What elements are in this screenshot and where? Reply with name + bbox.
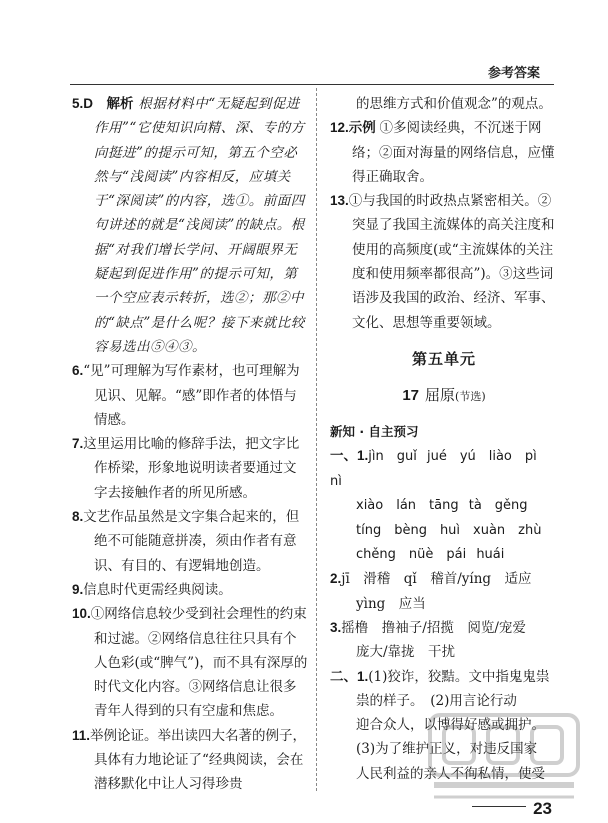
answer-5: 5.D 解析 根据材料中“无疑起到促进作用”“它使知识向精、深、专的方向挺进”的提示可知，第五个空必然与“浅阅读”内容相反，应填关于“深阅读”的内容，选①。前面四句讲述的就是“浅阅读”的缺点。根据“对我们增长学问、开阔眼界无疑起到促进作用”的提示可知，第一个空应表示转折，选②；那②中的“缺点”是什么呢？接下来就比较容易选出⑤④③。 [72, 96, 305, 355]
page-number: 23 [533, 799, 552, 818]
question-1-pinyin: 一、1.jìn guǐ jué yú liào pì nì xiào lán tāng tà gěng tíng bèng huì xuàn zhù chěng nüè pái huái [330, 447, 542, 563]
answer-10: 10.①网络信息较少受到社会理性的约束和过滤。②网络信息往往只具有个人色彩(或“脾气”)，而不具有深厚的时代文化内容。③网络信息让很多青年人得到的只有空虚和焦虑。 [72, 606, 308, 720]
section-heading: 新知 · 自主预习 [330, 423, 419, 439]
page-number-rule [472, 806, 526, 807]
question-2: 2.jī 滑稽 qǐ 稽首/yíng 适应 yìng 应当 [330, 571, 532, 612]
lesson-title [330, 383, 558, 409]
right-column [330, 92, 558, 786]
unit-title: 第五单元 [411, 349, 476, 368]
answer-7: 7.这里运用比喻的修辞手法，把文字比作桥梁，形象地说明读者要通过文字去接触作者的所见所感。 [72, 436, 300, 501]
answer-11-continued: 的思维方式和价值观念”的观点。 [356, 96, 552, 112]
lesson-note: (节选) [455, 390, 486, 404]
answer-6: 6.“见”可理解为写作素材，也可理解为见识、见解。“感”即作者的体悟与情感。 [72, 363, 300, 428]
question-section-2-1: 二、1.(1)狡诈，狡黠。文中指鬼鬼祟 祟的样子。 (2)用言论行动 迎合众人，以博得好感或拥护。 (3)为了维护正义，对违反国家 人民利益的亲人不徇私情，使受 [330, 668, 550, 782]
header-label: 参考答案 [487, 66, 540, 81]
column-divider [316, 88, 317, 791]
lesson-name: 屈原 [425, 386, 456, 405]
answer-8: 8.文艺作品虽然是文字集合起来的，但绝不可能随意拼凑，须由作者有意识、有目的、有逻辑地创造。 [72, 509, 300, 574]
watermark-stamp [424, 705, 584, 805]
header-rule [70, 84, 554, 85]
question-3: 3.摇橹 撸袖子/招揽 阅览/宠爱 庞大/靠拢 干扰 [330, 619, 526, 661]
lesson-number: 17 [402, 387, 420, 405]
answer-13: 13.①与我国的时政热点紧密相关。②突显了我国主流媒体的高关注度和使用的高频度(或“主流媒体的关注度和使用频率都很高”)。③这些词语涉及我国的政治、经济、军事、文化、思想等重要领域。 [330, 193, 555, 331]
answer-9: 9.信息时代更需经典阅读。 [72, 581, 232, 598]
left-column [72, 92, 308, 797]
answer-11: 11.举例论证。举出读四大名著的例子，具体有力地论证了“经典阅读，会在潜移默化中让人习得珍贵 [72, 727, 307, 793]
answer-12: 12.示例 ①多阅读经典，不沉迷于网络；②面对海量的网络信息，应懂得正确取舍。 [330, 120, 555, 185]
